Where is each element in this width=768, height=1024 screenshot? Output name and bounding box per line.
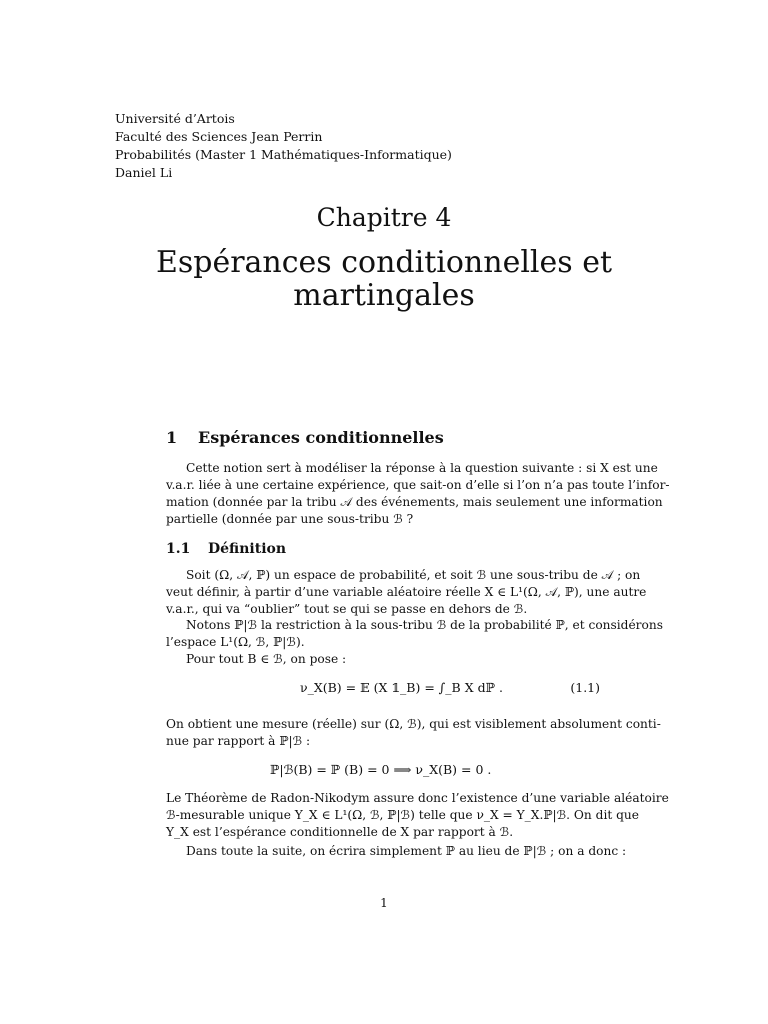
chapter-label: Chapitre 4: [316, 203, 452, 232]
equation-1-1-body: ν_X(B) = 𝔼 (X 𝟙_B) = ∫_B X dℙ .: [300, 680, 503, 695]
definition-paragraph-1: [166, 567, 647, 618]
chapter-title: [0, 246, 768, 312]
p5-line: ℬ-mesurable unique Y_X ∈ L¹(Ω, ℬ, ℙ|ℬ) telle que ν_X = Y_X.ℙ|ℬ. On dit que: [166, 808, 639, 822]
subsection-heading: [166, 541, 286, 557]
header-university: Université d’Artois: [115, 111, 235, 126]
definition-paragraph-6: [166, 843, 627, 860]
equation-1-1-tag: (1.1): [570, 680, 600, 695]
definition-paragraph-4: [166, 716, 661, 750]
p6-line: Dans toute la suite, on écrira simplement ℙ au lieu de ℙ|ℬ ; on a donc :: [186, 844, 627, 858]
equation-2: [166, 762, 600, 782]
section-heading: [166, 428, 444, 447]
intro-line: v.a.r. liée à une certaine expérience, que sait-on d’elle si l’on n’a pas toute l’infor-: [166, 478, 670, 492]
p1-line: veut définir, à partir d’une variable aléatoire réelle X ∈ L¹(Ω, 𝒜, ℙ), une autre: [166, 585, 647, 599]
section-title: Espérances conditionnelles: [198, 428, 444, 447]
p4-line: nue par rapport à ℙ|ℬ :: [166, 734, 311, 748]
p4-line: On obtient une mesure (réelle) sur (Ω, ℬ), qui est visiblement absolument conti-: [166, 717, 661, 731]
header-course: Probabilités (Master 1 Mathématiques-Informatique): [115, 147, 452, 162]
intro-line: Cette notion sert à modéliser la réponse à la question suivante : si X est une: [186, 461, 658, 475]
intro-line: mation (donnée par la tribu 𝒜 des événements, mais seulement une information: [166, 495, 663, 509]
page-number: 1: [380, 896, 388, 910]
header-faculty: Faculté des Sciences Jean Perrin: [115, 129, 323, 144]
p3-line: Pour tout B ∈ ℬ, on pose :: [186, 652, 347, 666]
subsection-title: Définition: [208, 541, 287, 557]
intro-line: partielle (donnée par une sous-tribu ℬ ?: [166, 512, 414, 526]
document-header: [115, 110, 452, 182]
section-number: 1: [166, 428, 178, 447]
definition-paragraph-3: [166, 651, 600, 668]
section-intro-paragraph: [166, 460, 670, 528]
equation-1-1: [166, 680, 600, 704]
p5-line: Y_X est l’espérance conditionnelle de X par rapport à ℬ.: [166, 825, 514, 839]
p2-line: l’espace L¹(Ω, ℬ, ℙ|ℬ).: [166, 635, 305, 649]
subsection-number: 1.1: [166, 541, 191, 557]
header-author: Daniel Li: [115, 165, 173, 180]
p2-line: Notons ℙ|ℬ la restriction à la sous-tribu ℬ de la probabilité ℙ, et considérons: [186, 618, 663, 632]
p1-line: v.a.r., qui va “oublier” tout se qui se passe en dehors de ℬ.: [166, 602, 528, 616]
p1-line: Soit (Ω, 𝒜, ℙ) un espace de probabilité, et soit ℬ une sous-tribu de 𝒜 ; on: [186, 568, 641, 582]
chapter-title-line2: martingales: [293, 278, 475, 313]
p5-line: Le Théorème de Radon-Nikodym assure donc l’existence d’une variable aléatoire: [166, 791, 669, 805]
definition-paragraph-2: [166, 617, 663, 651]
equation-2-body: ℙ|ℬ(B) = ℙ (B) = 0 ⟹ ν_X(B) = 0 .: [270, 762, 492, 777]
chapter-title-line1: Espérances conditionnelles et: [155, 245, 613, 280]
definition-paragraph-5: [166, 790, 669, 841]
